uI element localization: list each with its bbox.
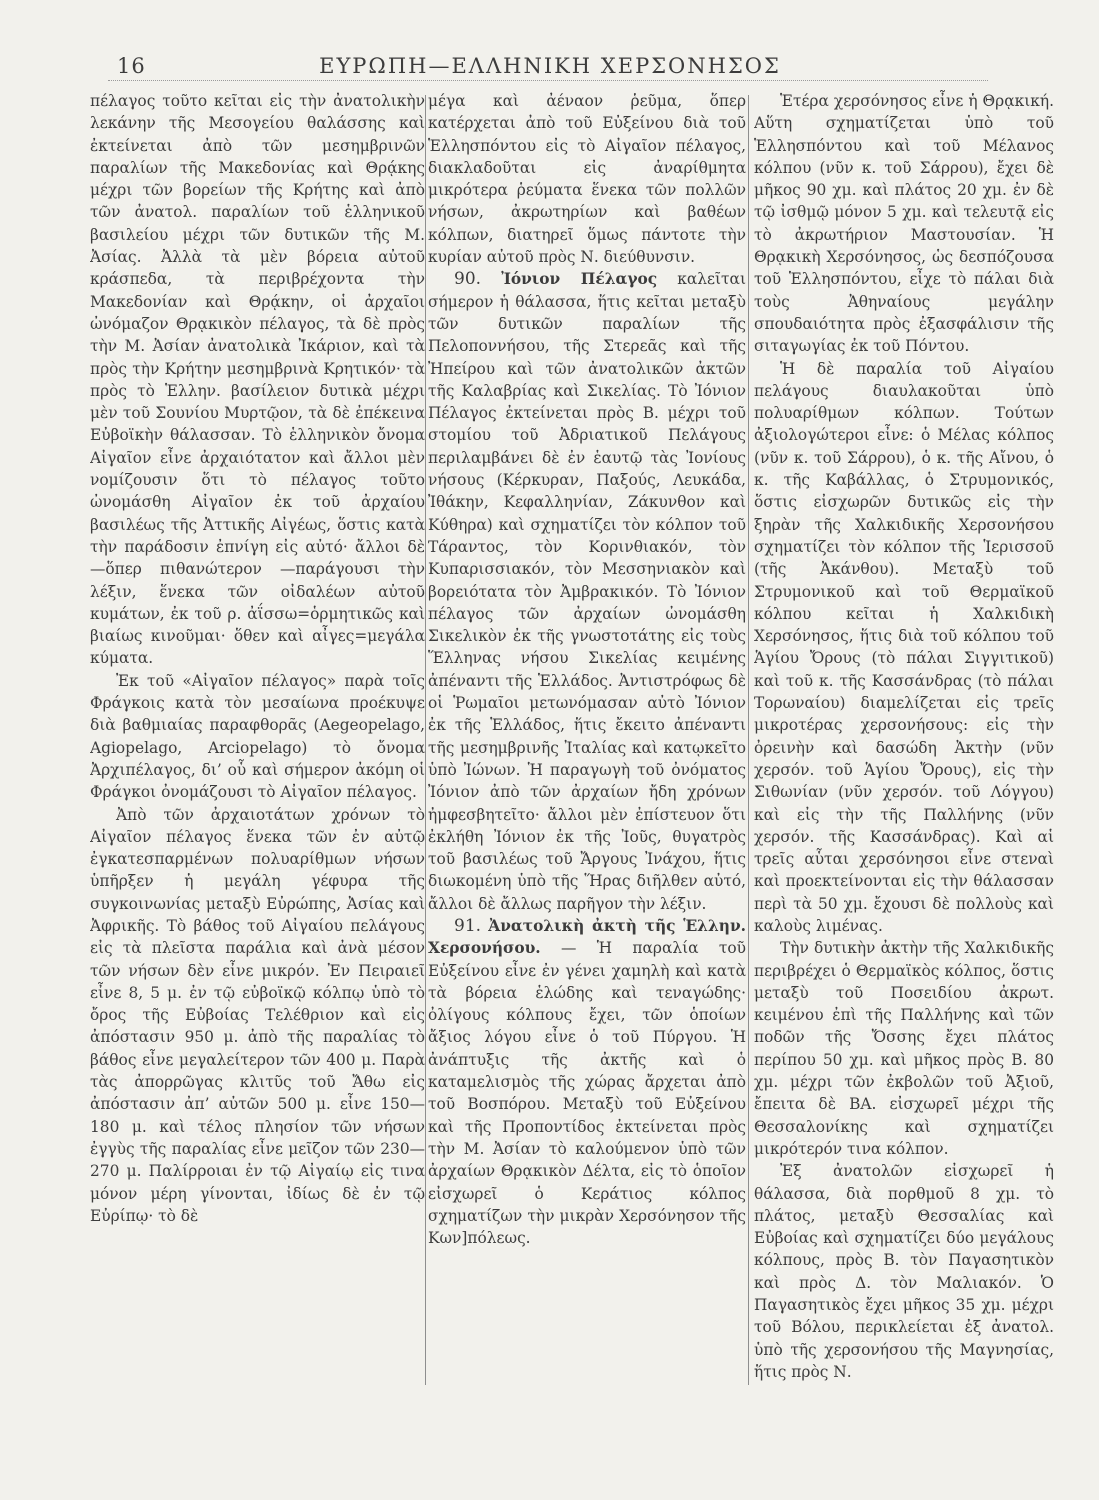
paragraph: πέλαγος τοῦτο κεῖται εἰς τὴν ἀνατολικὴν λεκάνην τῆς Μεσογείου θαλάσσης καὶ ἐκτείνεται ἀπὸ τῶν μεσημβρινῶν παραλίων τῆς Μακεδονίας καὶ Θρᾴκης μέχρι τῶν βορείων τῆς Κρήτης καὶ ἀπὸ τῶν ἀνατολ. παραλίων τοῦ ἑλληνικοῦ βασιλείου μέχρι τῶν δυτικῶν τῆς Μ. Ἀσίας. Ἀλλὰ τὰ μὲν βόρεια αὐτοῦ κράσπεδα, τὰ περιβρέχοντα τὴν Μακεδονίαν καὶ Θρᾴκην, οἱ ἀρχαῖοι ὠνόμαζον Θρᾳκικὸν πέλαγος, τὰ δὲ πρὸς τὴν Μ. Ἀσίαν ἀνατολικὰ Ἰκάριον, καὶ τὰ πρὸς τὴν Κρήτην μεσημβρινὰ Κρητικόν· τὰ πρὸς τὸ Ἑλλην. βασίλειον δυτικὰ μέχρι μὲν τοῦ Σουνίου Μυρτῷον, τὰ δὲ ἐπέκεινα Εὐβοϊκὴν θάλασσαν. Τὸ ἑλληνικὸν ὄνομα Αἰγαῖον εἶνε ἀρχαιότατον καὶ ἄλλοι μὲν νομίζουσιν ὅτι τὸ πέλαγος τοῦτο ὠνομάσθη Αἰγαῖον ἐκ τοῦ ἀρχαίου βασιλέως τῆς Ἀττικῆς Αἰγέως, ὅστις κατὰ τὴν παράδοσιν ἐπνίγη εἰς αὐτό· ἄλλοι δὲ —ὅπερ πιθανώτερον —παράγουσι τὴν λέξιν, ἕνεκα τῶν οἰδαλέων αὐτοῦ κυμάτων, ἐκ τοῦ ρ. ἀΐσσω=ὁρμητικῶς καὶ βιαίως κινοῦμαι· ὅθεν καὶ αἶγες=μεγάλα κύματα. — [90, 92, 425, 668]
section-number: 91. — [454, 915, 482, 936]
page-number: 16 — [117, 54, 146, 78]
paragraph: Ἡ δὲ παραλία τοῦ Αἰγαίου πελάγους διαυλακοῦται ὑπὸ πολυαρίθμων κόλπων. Τούτων ἀξιολογώτεροι εἶνε: ὁ Μέλας κόλπος (νῦν κ. τοῦ Σάρρου), ὁ κ. τῆς Αἴνου, ὁ κ. τῆς Καβάλλας, ὁ Στρυμονικός, ὅστις εἰσχωρῶν δυτικῶς εἰς τὴν ξηρὰν τῆς Χαλκιδικῆς Χερσονήσου σχηματίζει τὸν κόλπον τῆς Ἱερισσοῦ (τῆς Ἀκάνθου). Μεταξὺ τοῦ Στρυμονικοῦ καὶ τοῦ Θερμαϊκοῦ κόλπου κεῖται ἡ Χαλκιδικὴ Χερσόνησος, ἥτις διὰ τοῦ κόλπου τοῦ Ἁγίου Ὄρους (τὸ πάλαι Σιγγιτικοῦ) καὶ τοῦ κ. τῆς Κασσάνδρας (τὸ πάλαι Τορωναίου) διαμελίζεται εἰς τρεῖς μικροτέρας χερσονήσους: εἰς τὴν ὀρεινὴν καὶ δασώδη Ἀκτὴν (νῦν χερσόν. τοῦ Ἁγίου Ὄρους), εἰς τὴν Σιθωνίαν (νῦν χερσόν. τοῦ Λόγγου) καὶ εἰς τὴν τῆς Παλλήνης (νῦν χερσόν. τῆς Κασσάνδρας). Καὶ αἱ τρεῖς αὗται χερσόνησοι εἶνε στεναὶ καὶ προεκτείνονται εἰς τὴν θάλασσαν περὶ τὰ 50 χμ. ἔχουσι δὲ πολλοὺς καὶ καλοὺς λιμένας. — [754, 359, 1054, 935]
paragraph: Ἐξ ἀνατολῶν εἰσχωρεῖ ἡ θάλασσα, διὰ πορθμοῦ 8 χμ. τὸ πλάτος, μεταξὺ Θεσσαλίας καὶ Εὐβοίας καὶ σχηματίζει δύο μεγάλους κόλπους, πρὸς Β. τὸν Παγασητικὸν καὶ πρὸς Δ. τὸν Μαλιακόν. Ὁ Παγασητικὸς ἔχει μῆκος 35 χμ. μέχρι τοῦ Βόλου, περικλείεται ἐξ ἀνατολ. ὑπὸ τῆς χερσονήσου τῆς Μαγνησίας, ἥτις πρὸς Ν. — [754, 1162, 1054, 1381]
column-divider — [748, 95, 749, 1385]
column-divider — [425, 95, 426, 1385]
column-2 — [428, 90, 746, 1485]
section-91 — [428, 915, 746, 1249]
section-text: — Ἡ παραλία τοῦ Εὐξείνου εἶνε ἐν γένει χαμηλὴ καὶ κατὰ τὰ βόρεια ἑλώδης καὶ τεναγώδης· ὀλίγους κόλπους ἔχει, τῶν ὁποίων ἄξιος λόγου εἶνε ὁ τοῦ Πύργου. Ἡ ἀνάπτυξις τῆς ἀκτῆς καὶ ὁ καταμελισμὸς τῆς χώρας ἄρχεται ἀπὸ τοῦ Βοσπόρου. Μεταξὺ τοῦ Εὐξείνου καὶ τῆς Προποντίδος ἐκτείνεται πρὸς τὴν Μ. Ἀσίαν τὸ καλούμενον ὑπὸ τῶν ἀρχαίων Θρᾳκικὸν Δέλτα, εἰς τὸ ὁποῖον εἰσχωρεῖ ὁ Κεράτιος κόλπος σχηματίζων τὴν μικρὰν Χερσόνησον τῆς Κων]πόλεως. — [428, 939, 746, 1248]
paragraph: Ἐκ τοῦ «Αἰγαῖον πέλαγος» παρὰ τοῖς Φράγκοις κατὰ τὸν μεσαίωνα προέκυψε διὰ βαθμιαίας παραφθορᾶς (Aegeopelago, Agiopelago, Arciopelago) τὸ ὄνομα Ἀρχιπέλαγος, δι’ οὗ καὶ σήμερον ἀκόμη οἱ Φράγκοι ὀνομάζουσι τὸ Αἰγαῖον πέλαγος. — [90, 671, 425, 802]
section-title: Ἀνατολικὴ ἀκτὴ τῆς Ἑλλην. Χερσονήσου. — [428, 916, 746, 958]
section-number: 90. — [454, 269, 482, 290]
paragraph: Ἑτέρα χερσόνησος εἶνε ἡ Θρᾳκική. Αὕτη σχηματίζεται ὑπὸ τοῦ Ἑλλησπόντου καὶ τοῦ Μέλανος κόλπου (νῦν κ. τοῦ Σάρρου), ἔχει δὲ μῆκος 90 χμ. καὶ πλάτος 20 χμ. ἐν δὲ τῷ ἰσθμῷ μόνον 5 χμ. καὶ τελευτᾷ εἰς τὸ ἀκρωτήριον Μαστουσίαν. Ἡ Θρᾳκικὴ Χερσόνησος, ὡς δεσπόζουσα τοῦ Ἑλλησπόντου, εἶχε τὸ πάλαι διὰ τοὺς Ἀθηναίους μεγάλην σπουδαιότητα πρὸς ἐξασφάλισιν τῆς σιταγωγίας ἐκ τοῦ Πόντου. — [754, 92, 1054, 356]
column-1 — [90, 90, 425, 1485]
header-rule — [108, 80, 988, 81]
column-3 — [754, 90, 1054, 1485]
paragraph: Ἀπὸ τῶν ἀρχαιοτάτων χρόνων τὸ Αἰγαῖον πέλαγος ἕνεκα τῶν ἐν αὐτῷ ἐγκατεσπαρμένων πολυαρίθμων νήσων ὑπῆρξεν ἡ μεγάλη γέφυρα τῆς συγκοινωνίας μεταξὺ Εὐρώπης, Ἀσίας καὶ Ἀφρικῆς. Τὸ βάθος τοῦ Αἰγαίου πελάγους εἰς τὰ πλεῖστα παράλια καὶ ἀνὰ μέσον τῶν νήσων δὲν εἶνε μικρόν. Ἐν Πειραιεῖ εἶνε 8, 5 μ. ἐν τῷ εὐβοϊκῷ κόλπῳ ὑπὸ τὸ ὄρος τῆς Εὐβοίας Τελέθριον καὶ εἰς ἀπόστασιν 950 μ. ἀπὸ τῆς παραλίας τὸ βάθος εἶνε μεγαλείτερον τῶν 400 μ. Παρὰ τὰς ἀπορρῶγας κλιτῦς τοῦ Ἄθω εἰς ἀπόστασιν ἀπ’ αὐτῶν 500 μ. εἶνε 150—180 μ. καὶ τέλος πλησίον τῶν νήσων ἐγγὺς τῆς παραλίας εἶνε μεῖζον τῶν 230—270 μ. Παλίρροιαι ἐν τῷ Αἰγαίῳ εἰς τινα μόνον μέρη γίνονται, ἰδίως δὲ ἐν τῷ Εὐρίπῳ· τὸ δὲ — [90, 805, 425, 1225]
page-header — [0, 0, 1099, 80]
paragraph: Τὴν δυτικὴν ἀκτὴν τῆς Χαλκιδικῆς περιβρέχει ὁ Θερμαϊκὸς κόλπος, ὅστις μεταξὺ τοῦ Ποσειδίου ἀκρωτ. κειμένου ἐπὶ τῆς Παλλήνης καὶ τῶν ποδῶν τῆς Ὄσσης ἔχει πλάτος περίπου 50 χμ. καὶ μῆκος πρὸς Β. 80 χμ. μέχρι τῶν ἐκβολῶν τοῦ Ἀξιοῦ, ἔπειτα δὲ ΒΑ. εἰσχωρεῖ μέχρι τῆς Θεσσαλονίκης καὶ σχηματίζει μικρότερόν τινα κόλπον. — [754, 939, 1054, 1158]
section-text: καλεῖται σήμερον ἡ θάλασσα, ἥτις κεῖται μεταξὺ τῶν δυτικῶν παραλίων τῆς Πελοποννήσου, τῆς Στερεᾶς καὶ τῆς Ἠπείρου καὶ τῶν ἀνατολικῶν ἀκτῶν τῆς Καλαβρίας καὶ Σικελίας. Τὸ Ἰόνιον Πέλαγος ἐκτείνεται πρὸς Β. μέχρι τοῦ στομίου τοῦ Ἀδριατικοῦ Πελάγους περιλαμβάνει δὲ ἐν ἑαυτῷ τὰς Ἰονίους νήσους (Κέρκυραν, Παξούς, Λευκάδα, Ἰθάκην, Κεφαλληνίαν, Ζάκυνθον καὶ Κύθηρα) καὶ σχηματίζει τὸν κόλπον τοῦ Τάραντος, τὸν Κορινθιακόν, τὸν Κυπαρισσιακόν, τὸν Μεσσηνιακὸν καὶ βορειότατα τὸν Ἀμβρακικόν. Τὸ Ἰόνιον πέλαγος τῶν ἀρχαίων ὠνομάσθη Σικελικὸν ἐκ τῆς γνωστοτάτης εἰς τοὺς Ἕλληνας νήσου Σικελίας κειμένης ἀπέναντι τῆς Ἑλλάδος. Ἀντιστρόφως δὲ οἱ Ῥωμαῖοι μετωνόμασαν αὐτὸ Ἰόνιον ἐκ τῆς Ἑλλάδος, ἥτις ἔκειτο ἀπέναντι τῆς μεσημβρινῆς Ἰταλίας καὶ κατῳκεῖτο ὑπὸ Ἰώνων. Ἡ παραγωγὴ τοῦ ὀνόματος Ἰόνιον ἀπὸ τῶν ἀρχαίων ἤδη χρόνων ἠμφεσβητεῖτο· ἄλλοι μὲν ἐπίστευον ὅτι ἐκλήθη Ἰόνιον ἐκ τῆς Ἰοῦς, θυγατρὸς τοῦ βασιλέως τοῦ Ἄργους Ἰνάχου, ἥτις διωκομένη ὑπὸ τῆς Ἥρας διῆλθεν αὐτό, ἄλλοι δὲ ἄλλως παρῆγον τὴν λέξιν. — [428, 270, 746, 913]
section-title: Ἰόνιον Πέλαγος — [501, 270, 658, 289]
running-title: ΕΥΡΩΠΗ—ΕΛΛΗΝΙΚΗ ΧΕΡΣΟΝΗΣΟΣ — [319, 54, 781, 78]
paragraph: μέγα καὶ ἀέναον ῥεῦμα, ὅπερ κατέρχεται ἀπὸ τοῦ Εὐξείνου διὰ τοῦ Ἑλλησπόντου εἰς τὸ Αἰγαῖον πέλαγος, διακλαδοῦται εἰς ἀναρίθμητα μικρότερα ῥεύματα ἕνεκα τῶν πολλῶν νήσων, ἀκρωτηρίων καὶ βαθέων κόλπων, διατηρεῖ ὅμως πάντοτε τὴν κυρίαν αὐτοῦ πρὸς Ν. διεύθυνσιν. — [428, 92, 746, 267]
section-90 — [428, 268, 746, 915]
